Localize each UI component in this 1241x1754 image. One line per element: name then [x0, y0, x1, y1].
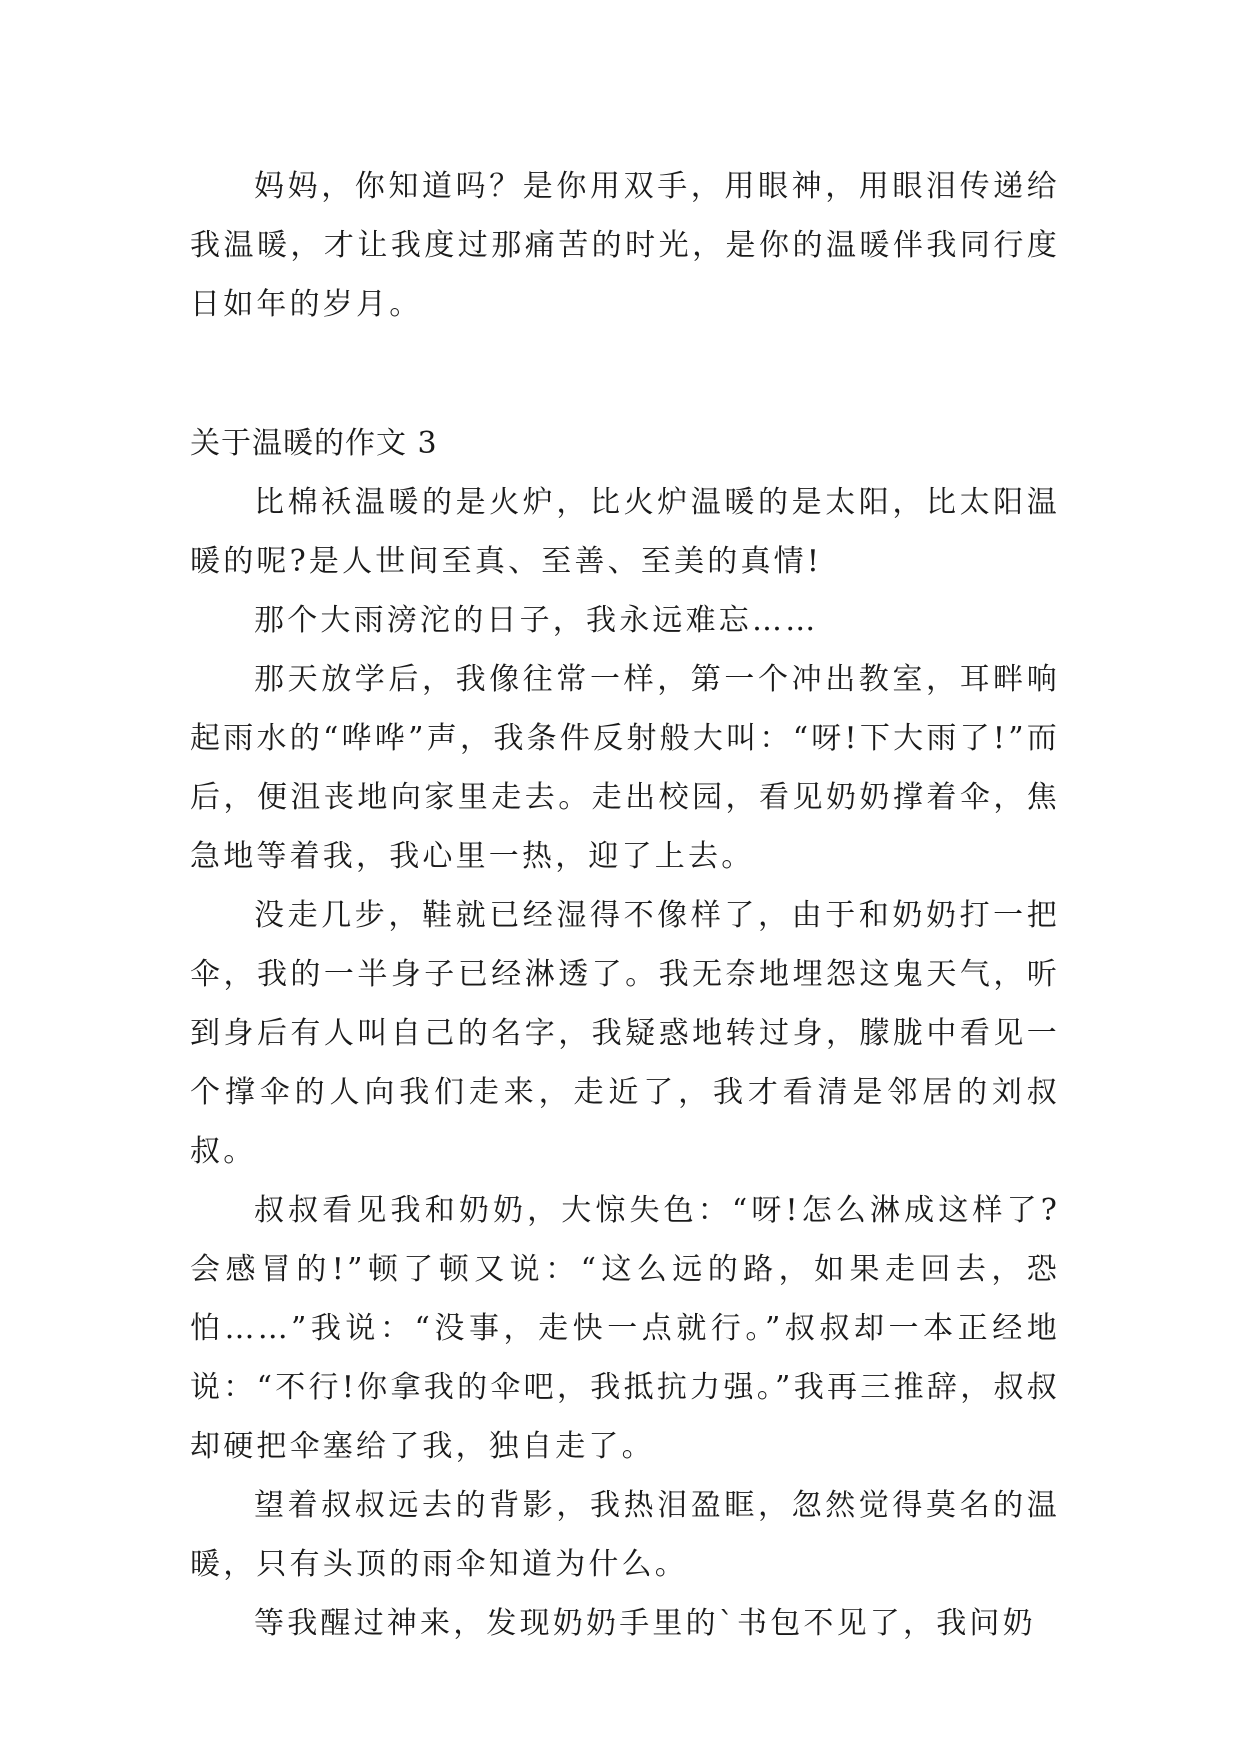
paragraph: 那个大雨滂沱的日子，我永远难忘…… — [254, 603, 819, 638]
section-gap — [190, 334, 1060, 414]
paragraph: 叔叔看见我和奶奶，大惊失色：“呀!怎么淋成这样了?会感冒的!”顿了顿又说：“这么远的路，如果走回去，恐怕……”我说：“没事，走快一点就行。”叔叔却一本正经地说：“不行!你拿我的伞吧，我抵抗力强。”我再三推辞，叔叔却硬把伞塞给了我，独自走了。 — [190, 1193, 1060, 1464]
intro-paragraph: 妈妈，你知道吗？是你用双手，用眼神，用眼泪传递给我温暖，才让我度过那痛苦的时光，是你的温暖伴我同行度日如年的岁月。 — [190, 169, 1060, 322]
paragraph: 比棉袄温暖的是火炉，比火炉温暖的是太阳，比太阳温暖的呢?是人世间至真、至善、至美的真情! — [190, 485, 1060, 579]
paragraph: 等我醒过神来，发现奶奶手里的`书包不见了，我问奶 — [254, 1606, 1036, 1641]
paragraph: 望着叔叔远去的背影，我热泪盈眶，忽然觉得莫名的温暖，只有头顶的雨伞知道为什么。 — [190, 1488, 1060, 1582]
paragraph: 那天放学后，我像往常一样，第一个冲出教室，耳畔响起雨水的“哗哗”声，我条件反射般大叫：“呀!下大雨了!”而后，便沮丧地向家里走去。走出校园，看见奶奶撑着伞，焦急地等着我，我心里一热，迎了上去。 — [190, 662, 1060, 874]
document-body — [190, 157, 1060, 1653]
paragraph: 没走几步，鞋就已经湿得不像样了，由于和奶奶打一把伞，我的一半身子已经淋透了。我无奈地埋怨这鬼天气，听到身后有人叫自己的名字，我疑惑地转过身，朦胧中看见一个撑伞的人向我们走来，走近了，我才看清是邻居的刘叔叔。 — [190, 898, 1060, 1169]
section-title: 关于温暖的作文 3 — [190, 426, 438, 461]
